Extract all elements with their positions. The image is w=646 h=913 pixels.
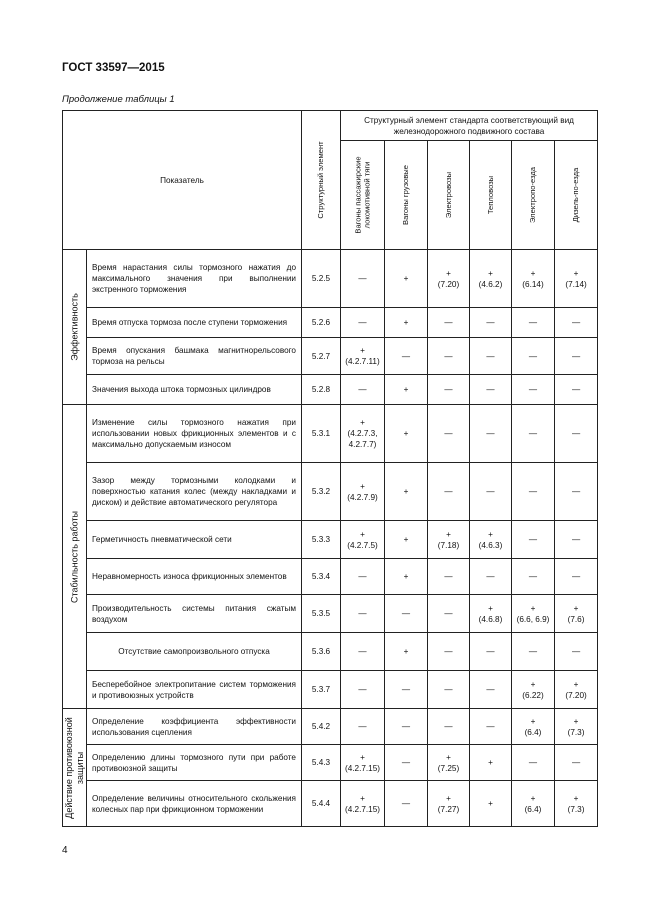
header-column-0: [341, 141, 385, 250]
indicator-cell: Бесперебойное электропитание систем торможения и противоюзных устройств: [87, 671, 302, 709]
indicator-cell: Определение коэффициента эффективности использования сцепления: [87, 709, 302, 745]
indicator-cell: Неравномерность износа фрикционных элементов: [87, 559, 302, 595]
value-cell: —: [428, 338, 470, 375]
value-cell: + (7.25): [428, 745, 470, 781]
value-cell: —: [341, 559, 385, 595]
header-column-4: [512, 141, 555, 250]
value-cell: —: [555, 521, 598, 559]
value-cell: —: [470, 559, 512, 595]
group-label-cell: [63, 709, 87, 827]
header-column-5: [555, 141, 598, 250]
value-cell: —: [555, 375, 598, 405]
value-cell: —: [385, 338, 428, 375]
value-cell: + (6.4): [512, 709, 555, 745]
table-row: [63, 559, 598, 595]
table-row: [63, 405, 598, 463]
value-cell: —: [341, 308, 385, 338]
value-cell: —: [428, 375, 470, 405]
value-cell: —: [555, 463, 598, 521]
value-cell: —: [512, 633, 555, 671]
section-cell: 5.3.1: [302, 405, 341, 463]
value-cell: —: [385, 671, 428, 709]
indicator-cell: Время опускания башмака магнитнорельсового тормоза на рельсы: [87, 338, 302, 375]
header-section-text: Структурный элемент: [315, 141, 325, 219]
value-cell: —: [512, 308, 555, 338]
section-cell: 5.3.6: [302, 633, 341, 671]
value-cell: +: [385, 559, 428, 595]
table-row: [63, 709, 598, 745]
header-column-text: Дизель-по-езда: [570, 167, 580, 223]
value-cell: —: [428, 671, 470, 709]
value-cell: —: [428, 559, 470, 595]
value-cell: —: [341, 595, 385, 633]
section-cell: 5.3.7: [302, 671, 341, 709]
value-cell: + (6.14): [512, 250, 555, 308]
section-cell: 5.2.7: [302, 338, 341, 375]
value-cell: +: [470, 745, 512, 781]
value-cell: —: [428, 405, 470, 463]
value-cell: —: [385, 781, 428, 827]
value-cell: + (4.6.2): [470, 250, 512, 308]
value-cell: +: [470, 781, 512, 827]
table-body: [63, 250, 598, 827]
value-cell: + (7.6): [555, 595, 598, 633]
table-row: [63, 633, 598, 671]
value-cell: —: [385, 595, 428, 633]
section-cell: 5.4.4: [302, 781, 341, 827]
indicator-cell: Изменение силы тормозного нажатия при использовании новых фрикционных элементов и с максимально допускаемым износом: [87, 405, 302, 463]
value-cell: —: [341, 250, 385, 308]
value-cell: —: [428, 709, 470, 745]
value-cell: +: [385, 250, 428, 308]
value-cell: —: [512, 375, 555, 405]
value-cell: —: [555, 405, 598, 463]
header-group: Структурный элемент стандарта соответствующий вид железнодорожного подвижного состава: [341, 111, 598, 141]
value-cell: —: [385, 709, 428, 745]
section-cell: 5.4.2: [302, 709, 341, 745]
value-cell: —: [385, 745, 428, 781]
value-cell: —: [555, 559, 598, 595]
value-cell: —: [470, 709, 512, 745]
value-cell: —: [470, 671, 512, 709]
value-cell: +: [385, 308, 428, 338]
section-cell: 5.2.6: [302, 308, 341, 338]
table-caption: Продолжение таблицы 1: [62, 94, 175, 105]
indicator-cell: Зазор между тормозными колодками и поверхностью катания колес (между накладками и диском) и действие автоматического регулятора: [87, 463, 302, 521]
table-row: [63, 781, 598, 827]
value-cell: —: [512, 745, 555, 781]
header-column-text: Тепловозы: [485, 175, 495, 215]
value-cell: —: [470, 463, 512, 521]
indicator-cell: Время отпуска тормоза после ступени торможения: [87, 308, 302, 338]
header-section: [302, 111, 341, 250]
header-column-text: Вагоны грузовые: [400, 165, 410, 225]
header-column-text: Вагоны пассажирские локомотивной тяги: [353, 156, 371, 234]
table-row: [63, 375, 598, 405]
header-indicator: Показатель: [63, 111, 302, 250]
indicator-cell: Значения выхода штока тормозных цилиндров: [87, 375, 302, 405]
section-cell: 5.2.5: [302, 250, 341, 308]
value-cell: —: [555, 308, 598, 338]
value-cell: + (4.2.7.5): [341, 521, 385, 559]
value-cell: —: [341, 671, 385, 709]
table-row: [63, 671, 598, 709]
header-column-2: [428, 141, 470, 250]
value-cell: —: [428, 463, 470, 521]
section-cell: 5.4.3: [302, 745, 341, 781]
document-title: ГОСТ 33597—2015: [62, 62, 165, 74]
indicators-table: [62, 110, 598, 827]
value-cell: —: [555, 338, 598, 375]
value-cell: + (7.20): [555, 671, 598, 709]
value-cell: + (4.2.7.11): [341, 338, 385, 375]
section-cell: 5.3.4: [302, 559, 341, 595]
section-cell: 5.3.3: [302, 521, 341, 559]
value-cell: —: [555, 633, 598, 671]
section-cell: 5.2.8: [302, 375, 341, 405]
indicator-cell: Время нарастания силы тормозного нажатия до максимального значения при выполнении экстренного торможения: [87, 250, 302, 308]
header-column-1: [385, 141, 428, 250]
section-cell: 5.3.5: [302, 595, 341, 633]
indicator-cell: Определению длины тормозного пути при работе противоюзной защиты: [87, 745, 302, 781]
indicator-cell: Герметичность пневматической сети: [87, 521, 302, 559]
value-cell: —: [341, 375, 385, 405]
value-cell: —: [428, 595, 470, 633]
value-cell: —: [512, 559, 555, 595]
group-label: Эффективность: [69, 293, 79, 361]
value-cell: —: [470, 375, 512, 405]
indicator-cell: Производительность системы питания сжатым воздухом: [87, 595, 302, 633]
group-label-cell: [63, 405, 87, 709]
value-cell: + (6.4): [512, 781, 555, 827]
table-row: [63, 338, 598, 375]
page-number: 4: [62, 845, 68, 856]
value-cell: + (7.3): [555, 709, 598, 745]
value-cell: + (7.27): [428, 781, 470, 827]
value-cell: —: [428, 308, 470, 338]
value-cell: + (7.18): [428, 521, 470, 559]
group-label: Действие противоюзной защиты: [63, 716, 85, 819]
table-row: [63, 595, 598, 633]
value-cell: —: [341, 709, 385, 745]
table-row: [63, 250, 598, 308]
section-cell: 5.3.2: [302, 463, 341, 521]
table-row: [63, 521, 598, 559]
value-cell: —: [470, 308, 512, 338]
value-cell: +: [385, 405, 428, 463]
value-cell: —: [512, 405, 555, 463]
value-cell: + (4.6.8): [470, 595, 512, 633]
value-cell: + (4.2.7.15): [341, 745, 385, 781]
value-cell: —: [555, 745, 598, 781]
group-label: Стабильность работы: [69, 510, 79, 603]
header-column-3: [470, 141, 512, 250]
group-label-cell: [63, 250, 87, 405]
value-cell: —: [512, 521, 555, 559]
value-cell: —: [428, 633, 470, 671]
value-cell: + (6.22): [512, 671, 555, 709]
value-cell: + (7.14): [555, 250, 598, 308]
value-cell: —: [470, 338, 512, 375]
value-cell: +: [385, 463, 428, 521]
value-cell: +: [385, 521, 428, 559]
value-cell: + (4.2.7.9): [341, 463, 385, 521]
value-cell: —: [470, 405, 512, 463]
value-cell: + (4.2.7.3, 4.2.7.7): [341, 405, 385, 463]
header-column-text: Электровозы: [443, 171, 453, 219]
table-row: [63, 463, 598, 521]
value-cell: —: [470, 633, 512, 671]
indicator-cell: Отсутствие самопроизвольного отпуска: [87, 633, 302, 671]
value-cell: —: [341, 633, 385, 671]
value-cell: —: [512, 463, 555, 521]
value-cell: + (4.6.3): [470, 521, 512, 559]
header-column-text: Электропо-езда: [527, 166, 537, 224]
value-cell: + (7.20): [428, 250, 470, 308]
value-cell: +: [385, 375, 428, 405]
value-cell: + (7.3): [555, 781, 598, 827]
indicator-cell: Определение величины относительного скольжения колесных пар при фрикционном торможении: [87, 781, 302, 827]
table-row: [63, 308, 598, 338]
table-row: [63, 745, 598, 781]
value-cell: + (6.6, 6.9): [512, 595, 555, 633]
value-cell: —: [512, 338, 555, 375]
value-cell: + (4.2.7.15): [341, 781, 385, 827]
value-cell: +: [385, 633, 428, 671]
